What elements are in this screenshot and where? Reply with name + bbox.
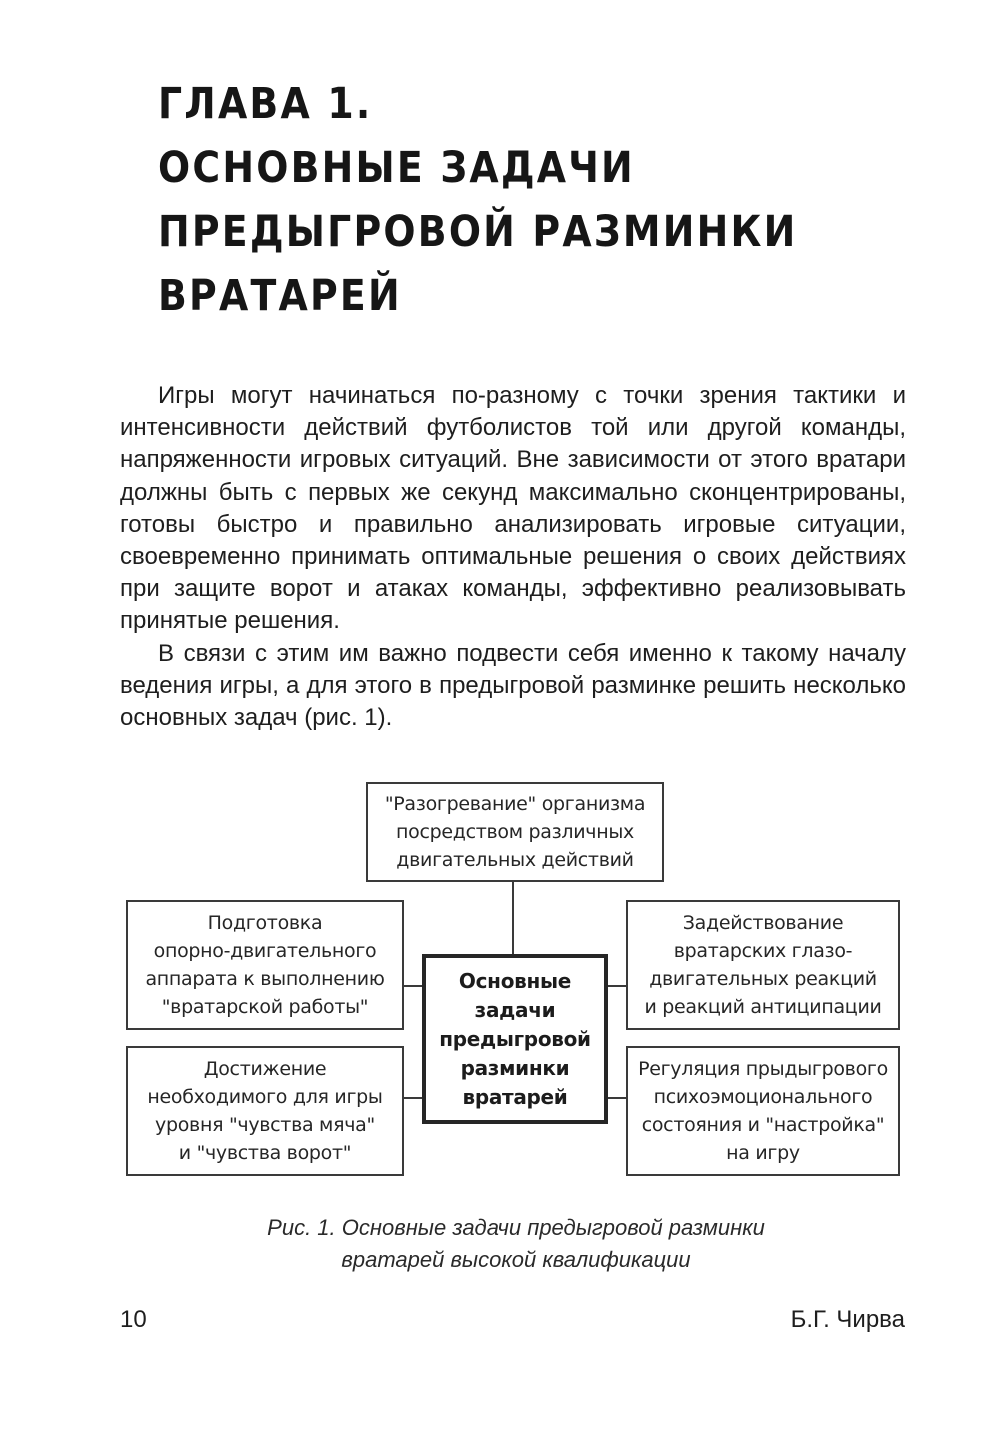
paragraph-1: Игры могут начинаться по-разному с точки зрения тактики и интенсивности действий футболистов той или другой команды, напряженности игровых ситуаций. Вне зависимости от этого вратари должны быть с первых же секунд максимально сконцентрированы, готовы быстро и правильно анализировать игровые ситуации, своевременно принимать оптимальные решения о своих действиях при защите ворот и атаках команды, эффективно реализовывать принятые решения. <box>120 382 906 635</box>
connector-left-top <box>402 985 424 987</box>
diagram-box-main-tasks: Основные задачи предыгровой разминки вратарей <box>422 954 608 1124</box>
connector-right-top <box>606 985 626 987</box>
page-number: 10 <box>120 1306 147 1333</box>
chapter-title-line-4: ВРАТАРЕЙ <box>158 271 402 321</box>
body-text <box>120 380 906 734</box>
figure-caption <box>150 1212 882 1276</box>
diagram-box-warmup: "Разогревание" организма посредством различных двигательных действий <box>366 782 664 882</box>
paragraph-2: В связи с этим им важно подвести себя именно к такому началу ведения игры, а для этого в предыгровой разминке решить несколько основных задач (рис. 1). <box>120 639 906 732</box>
connector-left-bottom <box>402 1097 424 1099</box>
chapter-title <box>158 72 827 328</box>
diagram-box-ball-feel: Достижение необходимого для игры уровня "чувства мяча" и "чувства ворот" <box>126 1046 404 1176</box>
connector-right-bottom <box>606 1097 626 1099</box>
chapter-title-line-1: ГЛАВА 1. <box>158 79 373 129</box>
figure-caption-line-2: вратарей высокой квалификации <box>341 1247 691 1272</box>
chapter-title-line-3: ПРЕДЫГРОВОЙ РАЗМИНКИ <box>158 207 798 257</box>
author-name: Б.Г. Чирва <box>790 1306 905 1333</box>
figure-caption-line-1: Рис. 1. Основные задачи предыгровой разминки <box>267 1215 765 1240</box>
connector-top-vertical <box>512 880 514 956</box>
diagram-box-musculoskeletal: Подготовка опорно-двигательного аппарата к выполнению "вратарской работы" <box>126 900 404 1030</box>
diagram-box-reactions: Задействование вратарских глазо- двигательных реакций и реакций антиципации <box>626 900 900 1030</box>
chapter-title-line-2: ОСНОВНЫЕ ЗАДАЧИ <box>158 143 635 193</box>
diagram-box-psych-state: Регуляция прыдыгрового психоэмоционального состояния и "настройка" на игру <box>626 1046 900 1176</box>
